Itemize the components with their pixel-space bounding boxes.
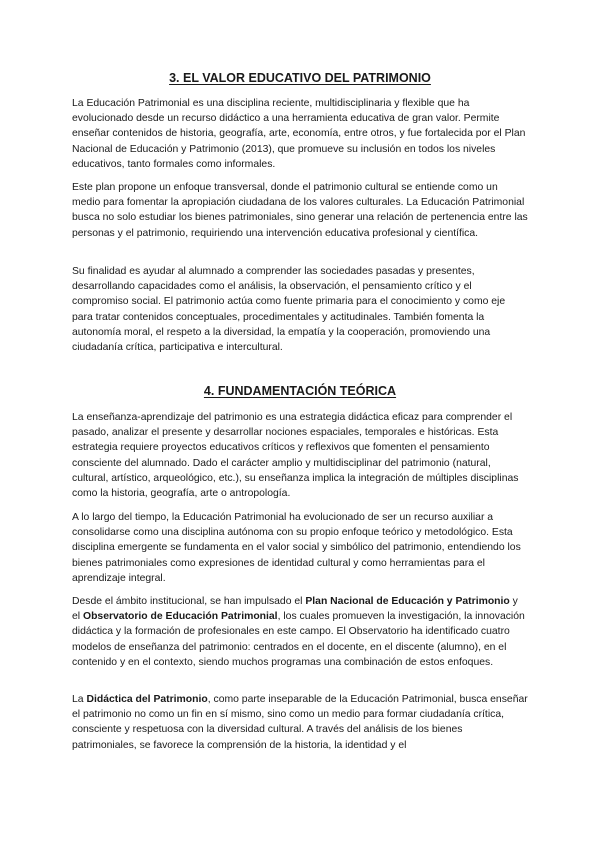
paragraph-4-text-end: , como parte inseparable de la Educación Patrimonial, busca enseñar el patrimonio no como un fin en sí mismo, sino como un medio para formar ciudadanía crítica, consciente y respetuosa con la diversidad cultural. A través del análisis de los bienes patrimoniales, se favorece la comprensión de la historia, la identidad y el: [72, 694, 528, 751]
paragraph-3-text-end: , los cuales promueven la investigación, la innovación didáctica y la formación de profesionales en este campo. El Observatorio ha identificado cuatro modelos de enseñanza del patrimonio: centrados en el docente, en el discente (alumno), en el contenido y en el contexto, siendo muchos programas una combinación de estos enfoques.: [72, 611, 525, 668]
paragraph-3-text-mid: y el: [72, 596, 518, 623]
section-3-paragraph-2: Este plan propone un enfoque transversal, donde el patrimonio cultural se entiende como un medio para fomentar la apropiación ciudadana de los valores culturales. La Educación Patrimonial busca no solo estudiar los bienes patrimoniales, sino generar una relación de pertenencia entre las personas y el patrimonio, requiriendo una intervención educativa profesional y científica.: [72, 182, 528, 239]
paragraph-3-text-start: Desde el ámbito institucional, se han impulsado el: [72, 596, 306, 607]
observatorio-bold-term: Observatorio de Educación Patrimonial: [82, 611, 278, 623]
section-4-paragraph-3: [72, 594, 528, 670]
section-4-heading: 4. FUNDAMENTACIÓN TEÓRICA: [203, 384, 397, 398]
section-4-paragraph-2: A lo largo del tiempo, la Educación Patrimonial ha evolucionado de ser un recurso auxiliar a consolidarse como una disciplina autónoma con su propio enfoque teórico y metodológico. Esta disciplina emergente se fundamenta en el valor social y simbólico del patrimonio, entendiendo los bienes patrimoniales como expresiones de identidad cultural y como herramientas para el aprendizaje integral.: [72, 512, 521, 584]
paragraph-4-text-start: La: [72, 694, 87, 705]
plan-nacional-bold-term: Plan Nacional de Educación y Patrimonio: [305, 596, 510, 607]
didactica-bold-term: Didáctica del Patrimonio: [86, 694, 208, 705]
section-4-paragraph-1: La enseñanza-aprendizaje del patrimonio es una estrategia didáctica eficaz para comprender el pasado, analizar el presente y desarrollar nociones espaciales, temporales e históricas. Esta estrategia requiere proyectos educativos críticos y reflexivos que fomenten el pensamiento consciente del alumnado. Dado el carácter amplio y multidisciplinar del patrimonio (natural, cultural, artístico, arqueológico, etc.), su enseñanza implica la integración de múltiples disciplinas como la historia, geografía, arte o antropología.: [72, 412, 519, 500]
section-3-paragraph-3: Su finalidad es ayudar al alumnado a comprender las sociedades pasadas y presentes, desarrollando capacidades como el análisis, la observación, el pensamiento crítico y el compromiso social. El patrimonio actúa como fuente primaria para el conocimiento y como eje para tratar contenidos conceptuales, procedimentales y actitudinales. También fomenta la autonomía moral, el respeto a la diversidad, la empatía y la cooperación, promoviendo una ciudadanía crítica, participativa e intercultural.: [72, 266, 506, 354]
section-4-paragraph-4: [72, 692, 528, 753]
section-3-paragraph-1: La Educación Patrimonial es una disciplina reciente, multidisciplinaria y flexible que ha evolucionado desde un recurso didáctico a una herramienta educativa de gran valor. Permite enseñar contenidos de historia, geografía, arte, economía, entre otros, y fue fortalecida por el Plan Nacional de Educación y Patrimonio (2013), que promueve su inclusión en todos los niveles educativos, tanto formales como informales.: [72, 98, 526, 170]
section-3-heading: 3. EL VALOR EDUCATIVO DEL PATRIMONIO: [169, 71, 431, 85]
